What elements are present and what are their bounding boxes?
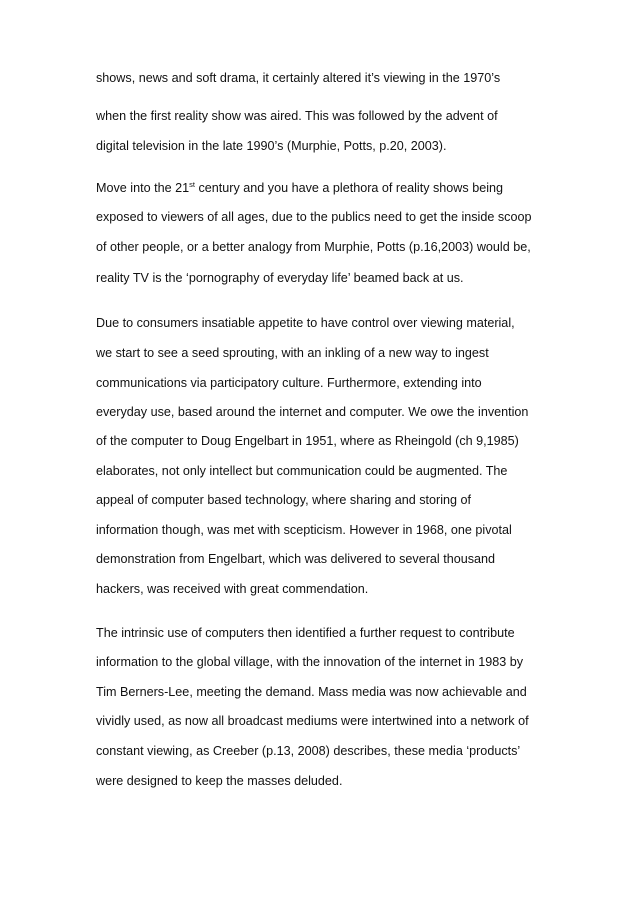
text-line: appeal of computer based technology, where sharing and storing of [96,493,472,507]
text-line [96,180,503,196]
ordinal-superscript: st [189,180,195,189]
text-line: when the first reality show was aired. This was followed by the advent of [96,109,498,123]
text-line: The intrinsic use of computers then identified a further request to contribute [96,626,515,640]
text-line: of the computer to Doug Engelbart in 1951, where as Rheingold (ch 9,1985) [96,434,519,448]
text-line: elaborates, not only intellect but communication could be augmented. The [96,464,508,478]
text-segment: Move into the 21 [96,181,190,195]
text-line: constant viewing, as Creeber (p.13, 2008) describes, these media ‘products’ [96,744,521,758]
text-line: reality TV is the ‘pornography of everyday life’ beamed back at us. [96,271,464,285]
text-line: digital television in the late 1990’s (Murphie, Potts, p.20, 2003). [96,139,447,153]
text-line: exposed to viewers of all ages, due to the publics need to get the inside scoop [96,210,532,224]
text-line: communications via participatory culture. Furthermore, extending into [96,376,482,390]
text-line: information to the global village, with the innovation of the internet in 1983 by [96,655,524,669]
text-line: demonstration from Engelbart, which was delivered to several thousand [96,552,496,566]
text-line: Due to consumers insatiable appetite to have control over viewing material, [96,316,515,330]
text-line: vividly used, as now all broadcast mediums were intertwined into a network of [96,714,529,728]
text-line: of other people, or a better analogy from Murphie, Potts (p.16,2003) would be, [96,240,531,254]
text-line: everyday use, based around the internet and computer. We owe the invention [96,405,529,419]
text-line: hackers, was received with great commendation. [96,582,369,596]
text-line: were designed to keep the masses deluded. [96,774,343,788]
text-line: shows, news and soft drama, it certainly altered it’s viewing in the 1970’s [96,71,501,85]
text-line: Tim Berners-Lee, meeting the demand. Mass media was now achievable and [96,685,527,699]
text-line: information though, was met with scepticism. However in 1968, one pivotal [96,523,512,537]
text-line: we start to see a seed sprouting, with an inkling of a new way to ingest [96,346,489,360]
text-segment: century and you have a plethora of reality shows being [194,181,504,195]
